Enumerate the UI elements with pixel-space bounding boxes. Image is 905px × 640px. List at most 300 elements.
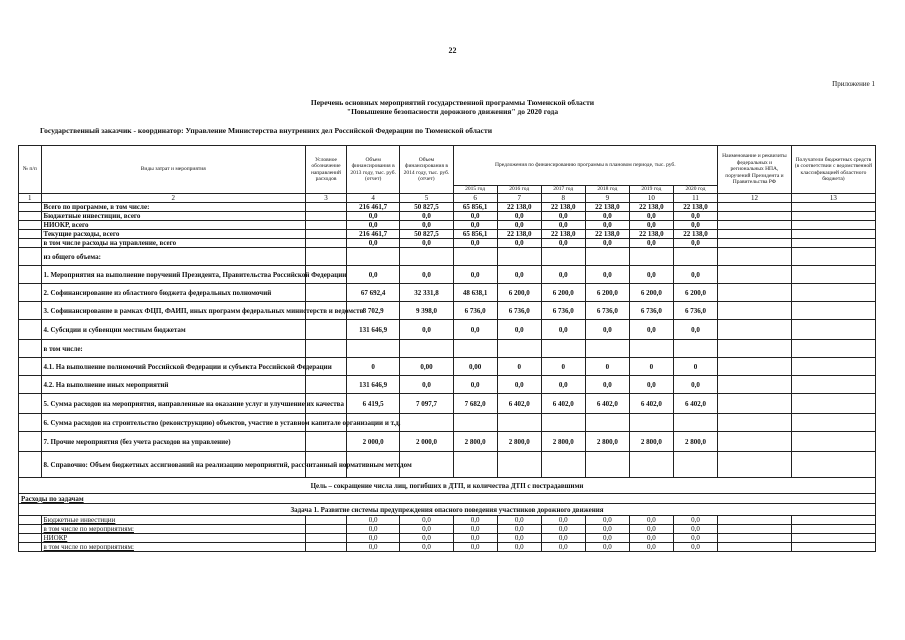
row-value: 6 736,0: [541, 302, 585, 320]
row-code-cell: [306, 239, 347, 248]
table-row: [19, 284, 876, 302]
row-value: 0,0: [497, 212, 541, 221]
row-code-cell: [306, 248, 347, 266]
row-value: [629, 452, 673, 478]
row-value: 0,0: [497, 534, 541, 543]
row-extra-cell: [791, 221, 875, 230]
row-value: [585, 452, 629, 478]
row-extra-cell: [718, 525, 792, 534]
row-num-cell: [19, 203, 42, 212]
table-row: [19, 203, 876, 212]
table-row: [19, 302, 876, 320]
row-value: 0,0: [541, 239, 585, 248]
row-value: 0,0: [673, 525, 717, 534]
row-value: 22 138,0: [673, 230, 717, 239]
row-code-cell: [306, 432, 347, 452]
row-extra-cell: [718, 394, 792, 414]
row-extra-cell: [718, 543, 792, 552]
row-value: 0: [585, 358, 629, 376]
row-value: 22 138,0: [497, 203, 541, 212]
row-value: 0,0: [673, 266, 717, 284]
row-value: 6 200,0: [497, 284, 541, 302]
row-value: 2 800,0: [453, 432, 497, 452]
row-num-cell: [19, 358, 42, 376]
row-value: 0,0: [347, 212, 400, 221]
row-num-cell: [19, 376, 42, 394]
row-value: 0,0: [347, 525, 400, 534]
row-value: 131 646,9: [347, 376, 400, 394]
row-value: [673, 414, 717, 432]
row-code-cell: [306, 203, 347, 212]
row-extra-cell: [791, 203, 875, 212]
row-value: [585, 340, 629, 358]
row-extra-cell: [718, 358, 792, 376]
row-value: [541, 452, 585, 478]
row-name: в том числе по мероприятиям:: [41, 543, 305, 552]
measures-table: [18, 145, 876, 552]
row-value: [541, 248, 585, 266]
row-extra-cell: [718, 414, 792, 432]
row-extra-cell: [718, 534, 792, 543]
row-extra-cell: [791, 302, 875, 320]
title-line-1: Перечень основных мероприятий государственной программы Тюменской области: [310, 98, 595, 107]
row-value: 9 398,0: [400, 302, 453, 320]
row-value: 0,0: [497, 266, 541, 284]
row-extra-cell: [791, 534, 875, 543]
appendix-label: Приложение 1: [832, 80, 875, 88]
row-value: 6 200,0: [673, 284, 717, 302]
row-extra-cell: [718, 340, 792, 358]
column-number-cell: 4: [347, 194, 400, 203]
row-value: 0,0: [629, 266, 673, 284]
row-value: [453, 340, 497, 358]
row-extra-cell: [718, 516, 792, 525]
header-2018: 2018 год: [585, 186, 629, 194]
task1-row: [19, 504, 876, 516]
row-value: 0,0: [585, 516, 629, 525]
row-num-cell: [19, 212, 42, 221]
row-code-cell: [306, 543, 347, 552]
row-extra-cell: [791, 394, 875, 414]
row-name: 6. Сумма расходов на строительство (реконструкцию) объектов, участие в уставном капитале организации и т.д.: [41, 414, 305, 432]
row-value: [400, 414, 453, 432]
row-num-cell: [19, 525, 42, 534]
row-value: 50 827,5: [400, 230, 453, 239]
row-extra-cell: [791, 340, 875, 358]
row-value: 0,0: [400, 534, 453, 543]
row-code-cell: [306, 525, 347, 534]
row-value: 2 000,0: [400, 432, 453, 452]
row-extra-cell: [791, 543, 875, 552]
row-value: 0,0: [629, 516, 673, 525]
table-row: [19, 432, 876, 452]
row-value: 22 138,0: [541, 230, 585, 239]
row-value: 22 138,0: [629, 203, 673, 212]
row-value: 0,0: [541, 221, 585, 230]
row-extra-cell: [718, 239, 792, 248]
row-value: 0,00: [400, 358, 453, 376]
row-name: Текущие расходы, всего: [41, 230, 305, 239]
row-value: 0,0: [400, 212, 453, 221]
goal-row-text: Цель – сокращение числа лиц, погибших в ДТП, и количества ДТП с пострадавшими: [19, 478, 876, 494]
row-value: 6 402,0: [673, 394, 717, 414]
header-2017: 2017 год: [541, 186, 585, 194]
row-extra-cell: [791, 230, 875, 239]
row-name: 4. Субсидии и субвенции местным бюджетам: [41, 320, 305, 340]
row-extra-cell: [718, 266, 792, 284]
row-value: 0,0: [629, 543, 673, 552]
table-row: [19, 266, 876, 284]
row-value: 0,0: [400, 320, 453, 340]
row-value: 0,0: [497, 239, 541, 248]
header-num: № п/п: [19, 146, 42, 194]
row-value: 0,0: [541, 516, 585, 525]
row-value: 0,0: [541, 212, 585, 221]
column-number-cell: 8: [541, 194, 585, 203]
row-extra-cell: [718, 203, 792, 212]
row-num-cell: [19, 248, 42, 266]
row-value: 8 702,9: [347, 302, 400, 320]
row-value: 0,0: [629, 376, 673, 394]
row-name: в том числе:: [41, 340, 305, 358]
row-value: 0: [673, 358, 717, 376]
column-numbers-row: [19, 194, 876, 203]
row-value: 0,0: [453, 534, 497, 543]
row-extra-cell: [718, 376, 792, 394]
row-name: 4.2. На выполнение иных мероприятий: [41, 376, 305, 394]
row-extra-cell: [791, 376, 875, 394]
row-extra-cell: [791, 212, 875, 221]
row-value: 7 097,7: [400, 394, 453, 414]
row-value: 0,0: [453, 239, 497, 248]
row-name: Бюджетные инвестиции: [41, 516, 305, 525]
row-num-cell: [19, 266, 42, 284]
row-value: 65 856,1: [453, 203, 497, 212]
row-value: 0,0: [673, 239, 717, 248]
row-value: 0,0: [585, 221, 629, 230]
row-extra-cell: [718, 320, 792, 340]
row-name: 8. Справочно: Объем бюджетных ассигнований на реализацию мероприятий, рассчитанный нормативным методом: [41, 452, 305, 478]
row-name: 2. Софинансирование из областного бюджета федеральных полномочий: [41, 284, 305, 302]
customer-line: Государственный заказчик - координатор: Управление Министерства внутренних дел Российской Федерации по Тюменской области: [40, 126, 493, 135]
table-row: [19, 452, 876, 478]
title-line-2: "Повышение безопасности дорожного движения" до 2020 года: [346, 107, 559, 116]
row-value: 0,0: [453, 543, 497, 552]
row-value: 0,0: [541, 525, 585, 534]
page-number: 22: [448, 46, 457, 55]
row-value: 6 402,0: [541, 394, 585, 414]
row-num-cell: [19, 320, 42, 340]
row-value: [453, 414, 497, 432]
row-value: 0: [629, 358, 673, 376]
row-value: 6 402,0: [497, 394, 541, 414]
row-value: 48 638,1: [453, 284, 497, 302]
row-value: 0,0: [585, 376, 629, 394]
column-number-cell: 11: [673, 194, 717, 203]
row-num-cell: [19, 543, 42, 552]
row-value: 131 646,9: [347, 320, 400, 340]
row-value: 0,0: [453, 320, 497, 340]
row-value: [497, 340, 541, 358]
row-value: 0,0: [347, 221, 400, 230]
row-extra-cell: [718, 284, 792, 302]
row-code-cell: [306, 534, 347, 543]
row-value: 0,0: [347, 266, 400, 284]
row-extra-cell: [791, 320, 875, 340]
table-row: [19, 516, 876, 525]
row-num-cell: [19, 414, 42, 432]
header-recipients: Получатели бюджетных средств (в соответствии с ведомственной классификацией областного бюджета): [791, 146, 875, 194]
row-value: 0,0: [585, 212, 629, 221]
row-value: [629, 414, 673, 432]
row-value: 22 138,0: [585, 203, 629, 212]
table-row: [19, 221, 876, 230]
row-value: 0,0: [673, 543, 717, 552]
row-num-cell: [19, 284, 42, 302]
row-value: 0,0: [585, 266, 629, 284]
row-code-cell: [306, 340, 347, 358]
row-value: 0,0: [453, 525, 497, 534]
row-name: в том числе расходы на управление, всего: [41, 239, 305, 248]
row-value: 50 827,5: [400, 203, 453, 212]
column-number-cell: 12: [718, 194, 792, 203]
row-code-cell: [306, 230, 347, 239]
row-extra-cell: [791, 452, 875, 478]
row-value: [400, 340, 453, 358]
row-extra-cell: [791, 516, 875, 525]
header-2016: 2016 год: [497, 186, 541, 194]
row-value: 0,0: [497, 525, 541, 534]
row-value: 0,0: [497, 221, 541, 230]
table-row: [19, 248, 876, 266]
goal-row: [19, 478, 876, 494]
row-value: 0,0: [541, 534, 585, 543]
row-value: [541, 414, 585, 432]
table-row: [19, 239, 876, 248]
document-title: [0, 98, 905, 116]
row-value: 0,0: [673, 212, 717, 221]
task1-row-text: Задача 1. Развитие системы предупреждения опасного поведения участников дорожного движения: [19, 504, 876, 516]
row-num-cell: [19, 432, 42, 452]
row-value: [629, 248, 673, 266]
row-value: 2 800,0: [541, 432, 585, 452]
table-row: [19, 525, 876, 534]
row-extra-cell: [791, 239, 875, 248]
row-value: 0,0: [585, 525, 629, 534]
row-value: 2 800,0: [497, 432, 541, 452]
row-value: 2 800,0: [629, 432, 673, 452]
header-planned: Предложения по финансированию программы в плановом периоде, тыс. руб.: [453, 146, 717, 186]
header-2019: 2019 год: [629, 186, 673, 194]
table-row: [19, 414, 876, 432]
column-number-cell: 3: [306, 194, 347, 203]
row-value: [400, 248, 453, 266]
row-extra-cell: [718, 302, 792, 320]
table-row: [19, 340, 876, 358]
row-value: 0,0: [629, 221, 673, 230]
row-code-cell: [306, 376, 347, 394]
row-code-cell: [306, 221, 347, 230]
table-row: [19, 543, 876, 552]
row-value: 0,0: [541, 266, 585, 284]
column-number-cell: 9: [585, 194, 629, 203]
row-value: 22 138,0: [629, 230, 673, 239]
row-value: 0,0: [541, 320, 585, 340]
row-value: 0: [541, 358, 585, 376]
row-value: 0,0: [629, 239, 673, 248]
row-name: НИОКР: [41, 534, 305, 543]
table-row: [19, 394, 876, 414]
row-value: 7 682,0: [453, 394, 497, 414]
column-number-cell: 13: [791, 194, 875, 203]
row-value: 6 736,0: [497, 302, 541, 320]
row-value: [673, 452, 717, 478]
row-value: 0,0: [400, 543, 453, 552]
table-row: [19, 212, 876, 221]
row-num-cell: [19, 516, 42, 525]
row-value: 0,0: [453, 266, 497, 284]
header-types: Виды затрат и мероприятия: [41, 146, 305, 194]
row-name: 3. Софинансирование в рамках ФЦП, ФАИП, иных программ федеральных министерств и ведомств: [41, 302, 305, 320]
row-num-cell: [19, 534, 42, 543]
row-name: 1. Мероприятия на выполнение поручений Президента, Правительства Российской Федерации: [41, 266, 305, 284]
tasks-heading-row: [19, 494, 876, 504]
row-extra-cell: [718, 230, 792, 239]
row-num-cell: [19, 302, 42, 320]
table-row: [19, 358, 876, 376]
row-num-cell: [19, 239, 42, 248]
row-value: 0,0: [585, 543, 629, 552]
row-value: 0,0: [585, 534, 629, 543]
row-value: 2 000,0: [347, 432, 400, 452]
table-row: [19, 376, 876, 394]
row-extra-cell: [718, 452, 792, 478]
row-value: 0,0: [673, 221, 717, 230]
column-number-cell: 7: [497, 194, 541, 203]
row-value: 0,0: [673, 516, 717, 525]
row-name: в том числе по мероприятиям:: [41, 525, 305, 534]
column-number-cell: 10: [629, 194, 673, 203]
row-value: 0,0: [673, 534, 717, 543]
row-value: 0,0: [541, 376, 585, 394]
row-value: 0,0: [347, 239, 400, 248]
row-value: 0,0: [453, 212, 497, 221]
row-extra-cell: [791, 284, 875, 302]
tasks-heading-row-text: Расходы по задачам: [19, 494, 876, 504]
header-fin-2013: Объем финансирования в 2013 году, тыс. руб. (отчет): [347, 146, 400, 194]
row-value: 67 692,4: [347, 284, 400, 302]
row-name: 5. Сумма расходов на мероприятия, направленные на оказание услуг и улучшение их качества: [41, 394, 305, 414]
row-value: 0,0: [629, 320, 673, 340]
row-value: [585, 414, 629, 432]
row-value: 0,0: [629, 534, 673, 543]
row-value: 0,0: [673, 320, 717, 340]
row-value: 65 856,1: [453, 230, 497, 239]
header-npa: Наименование и реквизиты федеральных и региональных НПА, поручений Президента и Правительства РФ: [718, 146, 792, 194]
row-value: 0,0: [629, 525, 673, 534]
header-code: Условное обозначение направлений расходов: [306, 146, 347, 194]
row-value: 32 331,8: [400, 284, 453, 302]
header-2015: 2015 год: [453, 186, 497, 194]
header-2020: 2020 год: [673, 186, 717, 194]
row-value: [585, 248, 629, 266]
row-value: [347, 248, 400, 266]
row-value: 6 736,0: [453, 302, 497, 320]
row-value: 6 736,0: [629, 302, 673, 320]
row-code-cell: [306, 516, 347, 525]
header-fin-2014: Объем финансирования в 2014 году, тыс. руб. (отчет): [400, 146, 453, 194]
row-value: 22 138,0: [673, 203, 717, 212]
row-extra-cell: [791, 414, 875, 432]
column-number-cell: 2: [41, 194, 305, 203]
row-name: Всего по программе, в том числе:: [41, 203, 305, 212]
row-value: 6 736,0: [673, 302, 717, 320]
row-num-cell: [19, 221, 42, 230]
row-num-cell: [19, 230, 42, 239]
row-extra-cell: [791, 266, 875, 284]
row-value: 22 138,0: [585, 230, 629, 239]
row-name: НИОКР, всего: [41, 221, 305, 230]
row-code-cell: [306, 320, 347, 340]
row-extra-cell: [718, 221, 792, 230]
row-name: 7. Прочие мероприятия (без учета расходов на управление): [41, 432, 305, 452]
row-value: 0,00: [453, 358, 497, 376]
row-code-cell: [306, 212, 347, 221]
row-value: 6 200,0: [585, 284, 629, 302]
row-value: 6 402,0: [585, 394, 629, 414]
row-value: 2 800,0: [585, 432, 629, 452]
row-value: 0,0: [400, 221, 453, 230]
row-extra-cell: [791, 432, 875, 452]
row-name: из общего объема:: [41, 248, 305, 266]
row-extra-cell: [718, 212, 792, 221]
row-value: 0,0: [400, 376, 453, 394]
row-value: 0,0: [347, 516, 400, 525]
table-row: [19, 320, 876, 340]
column-number-cell: 6: [453, 194, 497, 203]
row-value: [347, 340, 400, 358]
row-value: 2 800,0: [673, 432, 717, 452]
row-name: 4.1. На выполнение полномочий Российской Федерации и субъекта Российской Федерации: [41, 358, 305, 376]
row-value: 0,0: [400, 525, 453, 534]
row-value: 6 200,0: [541, 284, 585, 302]
row-value: [453, 248, 497, 266]
row-value: 0,0: [497, 320, 541, 340]
row-value: 22 138,0: [541, 203, 585, 212]
row-extra-cell: [718, 432, 792, 452]
row-value: [497, 414, 541, 432]
row-value: 0,0: [400, 239, 453, 248]
row-value: [497, 248, 541, 266]
row-value: 0,0: [585, 320, 629, 340]
row-value: 0,0: [497, 543, 541, 552]
row-value: 0: [347, 358, 400, 376]
row-extra-cell: [791, 358, 875, 376]
row-value: 0,0: [453, 516, 497, 525]
row-value: 6 419,5: [347, 394, 400, 414]
row-value: 0,0: [585, 239, 629, 248]
table-row: [19, 534, 876, 543]
row-value: [673, 248, 717, 266]
row-code-cell: [306, 284, 347, 302]
row-value: 216 461,7: [347, 203, 400, 212]
row-value: [541, 340, 585, 358]
row-value: 0,0: [629, 212, 673, 221]
row-num-cell: [19, 340, 42, 358]
column-number-cell: 5: [400, 194, 453, 203]
row-name: Бюджетные инвестиции, всего: [41, 212, 305, 221]
row-extra-cell: [791, 248, 875, 266]
